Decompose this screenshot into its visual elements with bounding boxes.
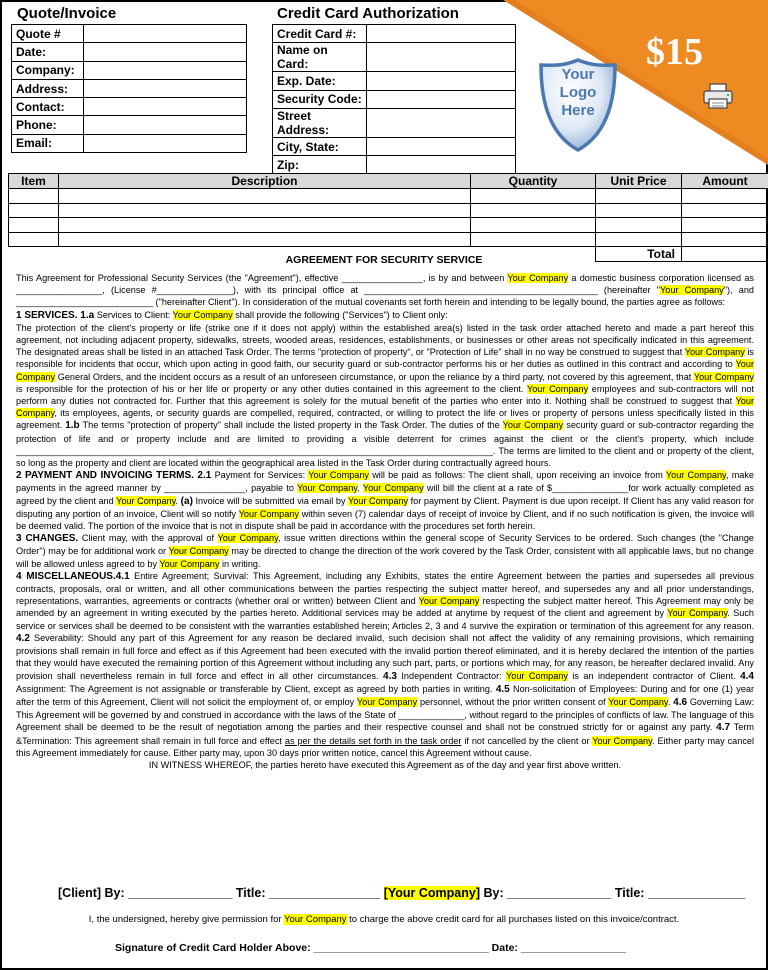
company-highlight: Your Company [507, 273, 569, 283]
logo-line-1: Your [561, 66, 595, 83]
description-cell[interactable] [59, 218, 471, 233]
cc-label: Security Code: [273, 90, 367, 108]
quote-label: Contact: [12, 98, 84, 116]
email-field[interactable] [84, 134, 247, 152]
table-row [9, 232, 768, 247]
company-highlight: Your Company [418, 596, 480, 607]
section-services: 1 SERVICES. 1.a Services to Client: Your Company shall provide the following ("Services") to Client only: [16, 309, 448, 321]
amount-cell[interactable] [682, 189, 768, 204]
company-highlight: Your Company [693, 371, 754, 382]
cc-label: Credit Card #: [273, 25, 367, 43]
company-highlight: Your Company [168, 546, 229, 557]
section-changes: 3 CHANGES. Client may, with the approval of Your Company, issue written directions within the general scope of Security Services to be ordered. Such changes (the "Change Order") may be for additional work or Your Company may be directed to change the direction of the work covered by the Task Order, consistent with all applicable laws, but no change will be allowed unless agreed to by Your Company in writing. [16, 533, 754, 569]
unit-price-cell[interactable] [596, 203, 682, 218]
section-title: 2 PAYMENT AND INVOICING TERMS. 2.1 [16, 470, 212, 482]
unit-price-cell[interactable] [596, 218, 682, 233]
item-cell[interactable] [9, 203, 59, 218]
quote-label: Address: [12, 79, 84, 97]
cc-label: Street Address: [273, 108, 367, 137]
contact-field[interactable] [84, 98, 247, 116]
cc-label: Exp. Date: [273, 72, 367, 90]
company-highlight: Your Company [297, 483, 358, 494]
table-row [9, 189, 768, 204]
quantity-cell[interactable] [471, 203, 596, 218]
col-item: Item [9, 174, 59, 189]
items-table [8, 173, 768, 262]
section-title: 4 MISCELLANEOUS.4.1 [16, 570, 130, 582]
unit-price-cell[interactable] [596, 232, 682, 247]
phone-field[interactable] [84, 116, 247, 134]
company-highlight: Your Company [502, 420, 564, 431]
cc-label: City, State: [273, 137, 367, 155]
company-highlight: Your Company [16, 396, 754, 419]
quote-number-field[interactable] [84, 25, 247, 43]
date-field[interactable] [84, 43, 247, 61]
quote-label: Date: [12, 43, 84, 61]
description-cell[interactable] [59, 203, 471, 218]
company-highlight: Your Company [356, 696, 418, 707]
printer-icon[interactable] [702, 82, 734, 110]
amount-cell[interactable] [682, 232, 768, 247]
address-field[interactable] [84, 79, 247, 97]
company-highlight: Your Company [284, 914, 347, 925]
company-highlight: Your Company [665, 470, 726, 481]
company-highlight: Your Company [308, 470, 369, 481]
quote-title: Quote/Invoice [17, 5, 117, 22]
quote-form [11, 24, 247, 153]
security-code-field[interactable] [367, 90, 516, 108]
logo-line-3: Here [561, 102, 595, 119]
intro-paragraph: This Agreement for Professional Security Services (the "Agreement"), effective ________________, is by and between Your Company a domestic business corporation licensed as _________________, (License #_______________), with its principal office at ______________________________________________ (hereinafter "Your Company"), and ___________________________ ("hereinafter Client"). In consideration of the mutual covenants set forth herein and intending to be legally bound, the parties agree as follows: [16, 273, 754, 308]
signature-line-parties[interactable]: [Client] By: _______________ Title: ________________ [Your Company] By: _______________ Title: ______________ [58, 886, 746, 900]
table-row [9, 203, 768, 218]
cc-title: Credit Card Authorization [277, 5, 459, 22]
col-amount: Amount [682, 174, 768, 189]
logo-text [537, 66, 619, 120]
unit-price-cell[interactable] [596, 189, 682, 204]
exp-date-field[interactable] [367, 72, 516, 90]
col-unit-price: Unit Price [596, 174, 682, 189]
street-address-field[interactable] [367, 108, 516, 137]
company-highlight: [Your Company] [383, 886, 480, 900]
company-highlight: Your Company [217, 533, 278, 544]
cardholder-signature-line[interactable]: Signature of Credit Card Holder Above: ______________________________ Date: __________________ [115, 942, 626, 954]
company-highlight: Your Company [608, 696, 668, 707]
cc-label: Name on Card: [273, 43, 367, 72]
total-label: Total [596, 247, 682, 262]
items-header-row [9, 174, 768, 189]
description-cell[interactable] [59, 189, 471, 204]
company-highlight: Your Company [526, 383, 589, 394]
company-highlight: Your Company [684, 347, 745, 358]
section-title: 3 CHANGES. [16, 533, 79, 545]
company-highlight: Your Company [116, 495, 176, 506]
description-cell[interactable] [59, 232, 471, 247]
quantity-cell[interactable] [471, 218, 596, 233]
company-field[interactable] [84, 61, 247, 79]
quote-label: Phone: [12, 116, 84, 134]
company-highlight: Your Company [172, 309, 233, 320]
section-title: 1 SERVICES. 1.a [16, 309, 95, 321]
section-miscellaneous: 4 MISCELLANEOUS.4.1 Entire Agreement; Survival: This Agreement, including any Exhibits, states the entire Agreement between the parties and supersedes all previous contracts, proposals, oral or written, and all other communications between the parties respecting the subject matter hereof, and supersedes any and all prior understandings, representations, warranties, agreements or contracts (whether oral or written) between Client and Your Company respecting the subject matter hereof. This Agreement may only be amended by an agreement in writing executed by the parties hereto. Additional services may be added at anytime by request of the client and agreement by Your Company. Such service or services shall be deemed to be consistent with the warranties established herein; Articles 2, 3 and 4 survive the expiration or termination of this agreement for any reason. 4.2 Severability: Should any part of this Agreement for any reason be declared invalid, such decision shall not affect the validity of any remaining provisions, which remaining provisions shall remain in full force and effect as if this Agreement had been executed with the invalid portion thereof eliminated, and it is hereby declared the intention of the parties that they would have executed the remaining portion of this Agreement without including any such part, parts, or portions which may, for any reason, be hereafter declared invalid. Any provision shall nevertheless remain in full force and effect in all other circumstances. 4.3 Independent Contractor: Your Company is an independent contractor of Client. 4.4 Assignment: The Agreement is not assignable or transferable by Client, except as agreed by both parties in writing. 4.5 Non-solicitation of Employees: During and for one (1) year after the term of this Agreement, Client will not solicit the employment of, or employ Your Company personnel, without the prior written consent of Your Company. 4.6 Governing Law: This Agreement will be governed by and construed in accordance with the laws of the State of _____________, without regard to the principles of conflicts of law. The language of this Agreement shall be deemed to be the result of negotiation among the parties and their respective counsel and shall not be construed strictly for or against any party. 4.7 Term &Termination: This agreement shall remain in full force and effect as per the details set forth in the task order if not cancelled by the client or Your Company. Either party may cancel this Agreement immediately for cause. Either party may, upon 30 days prior written notice, cancel this Agreement without cause. [16, 570, 755, 758]
company-highlight: Your Company [660, 285, 724, 296]
table-row [9, 218, 768, 233]
amount-cell[interactable] [682, 203, 768, 218]
agreement-heading: AGREEMENT FOR SECURITY SERVICE [285, 254, 483, 266]
company-highlight: Your Company [592, 735, 652, 746]
permission-text: I, the undersigned, hereby give permission for Your Company to charge the above credit card for all purchases listed on this invoice/contract. [88, 914, 680, 925]
company-highlight: Your Company [362, 483, 424, 494]
company-highlight: Your Company [16, 359, 754, 382]
section-payment: 2 PAYMENT AND INVOICING TERMS. 2.1 Payment for Services: Your Company will be paid as follows: The client shall, upon receiving an invoice from Your Company, make payments in the agreed manner by ________________, payable to Your Company. Your Company will bill the client at a rate of $_______________for work actually completed as agreed by the client and Your Company. (a) Invoice will be submitted via email by Your Company for payment by Client. Payment is due upon receipt. If Client has any valid reason for disputing any portion of an invoice, Client will so notify Your Company within seven (7) calendar days of receipt of invoice by Client, and if no such notification is given, the invoice will be deemed valid. The portion of the invoice that is not in dispute shall be paid in accordance with the procedures set forth herein. [16, 470, 755, 532]
quantity-cell[interactable] [471, 189, 596, 204]
item-cell[interactable] [9, 189, 59, 204]
item-cell[interactable] [9, 232, 59, 247]
price-label: $15 [646, 31, 703, 73]
name-on-card-field[interactable] [367, 43, 516, 72]
company-highlight: Your Company [506, 670, 568, 681]
city-state-field[interactable] [367, 137, 516, 155]
col-description: Description [59, 174, 471, 189]
quote-label: Email: [12, 134, 84, 152]
company-highlight: Your Company [238, 508, 299, 519]
card-number-field[interactable] [367, 25, 516, 43]
services-text: The protection of the client's property or life (strike one if it does not apply) within the established area(s) listed in the task order attached hereto and made a part hereof this agreement, not including adjacent property, sidewalks, streets, wooded areas, residences, establishments, or businesses or other areas not specifically indicated in this agreement. The designated areas shall be listed in an attached Task Order. The terms "protection of property", or "Protection of Life" shall in no way be construed to suggest that Your Company is responsible for incidents that occur, which upon acting in good faith, our security guard or sub-contractor performs his or her duties as outlined in this contract and according to Your Company General Orders, and the incident occurs as a result of an unforeseen circumstance, or upon the reliance by a third party, not covered by this agreement, that Your Company is responsible for the protection of his or her life or property or any other duties contained in this agreement to the client. Your Company employees and sub-contractors will not perform any duties not contracted for. Further that this agreement is solely for the mutual benefit of the parties who enter into it. Nothing shall be construed to suggest that Your Company, its employees, agents, or security guards are compelled, required, contracted, or willing to protect the life or lives or property of persons unless specifically listed in this agreement. 1.b The terms "protection of property" shall include the listed property in the Task Order. The duties of the Your Company security guard or sub-contractor regarding the protection of life and or property include and are limited to providing a visible deterrent for crimes against the client or the client's property, which include ______________________________________________________________________________________________. The terms are limited to the client and or property of the client, so long as the property and client are located within the geographical area listed in the Task Order during contractually agreed hours. [16, 322, 755, 469]
cc-form [272, 24, 516, 174]
quote-label: Quote # [12, 25, 84, 43]
agreement-body [16, 272, 754, 771]
quantity-cell[interactable] [471, 232, 596, 247]
amount-cell[interactable] [682, 218, 768, 233]
company-highlight: Your Company [159, 558, 220, 569]
witness-line: IN WITNESS WHEREOF, the parties hereto have executed this Agreement as of the day and year first above written. [148, 759, 622, 770]
zip-field[interactable] [367, 156, 516, 174]
cc-label: Zip: [273, 156, 367, 174]
quote-label: Company: [12, 61, 84, 79]
company-highlight: Your Company [347, 495, 409, 506]
logo-line-2: Logo [559, 84, 597, 101]
company-highlight: Your Company [667, 608, 728, 619]
item-cell[interactable] [9, 218, 59, 233]
col-quantity: Quantity [471, 174, 596, 189]
